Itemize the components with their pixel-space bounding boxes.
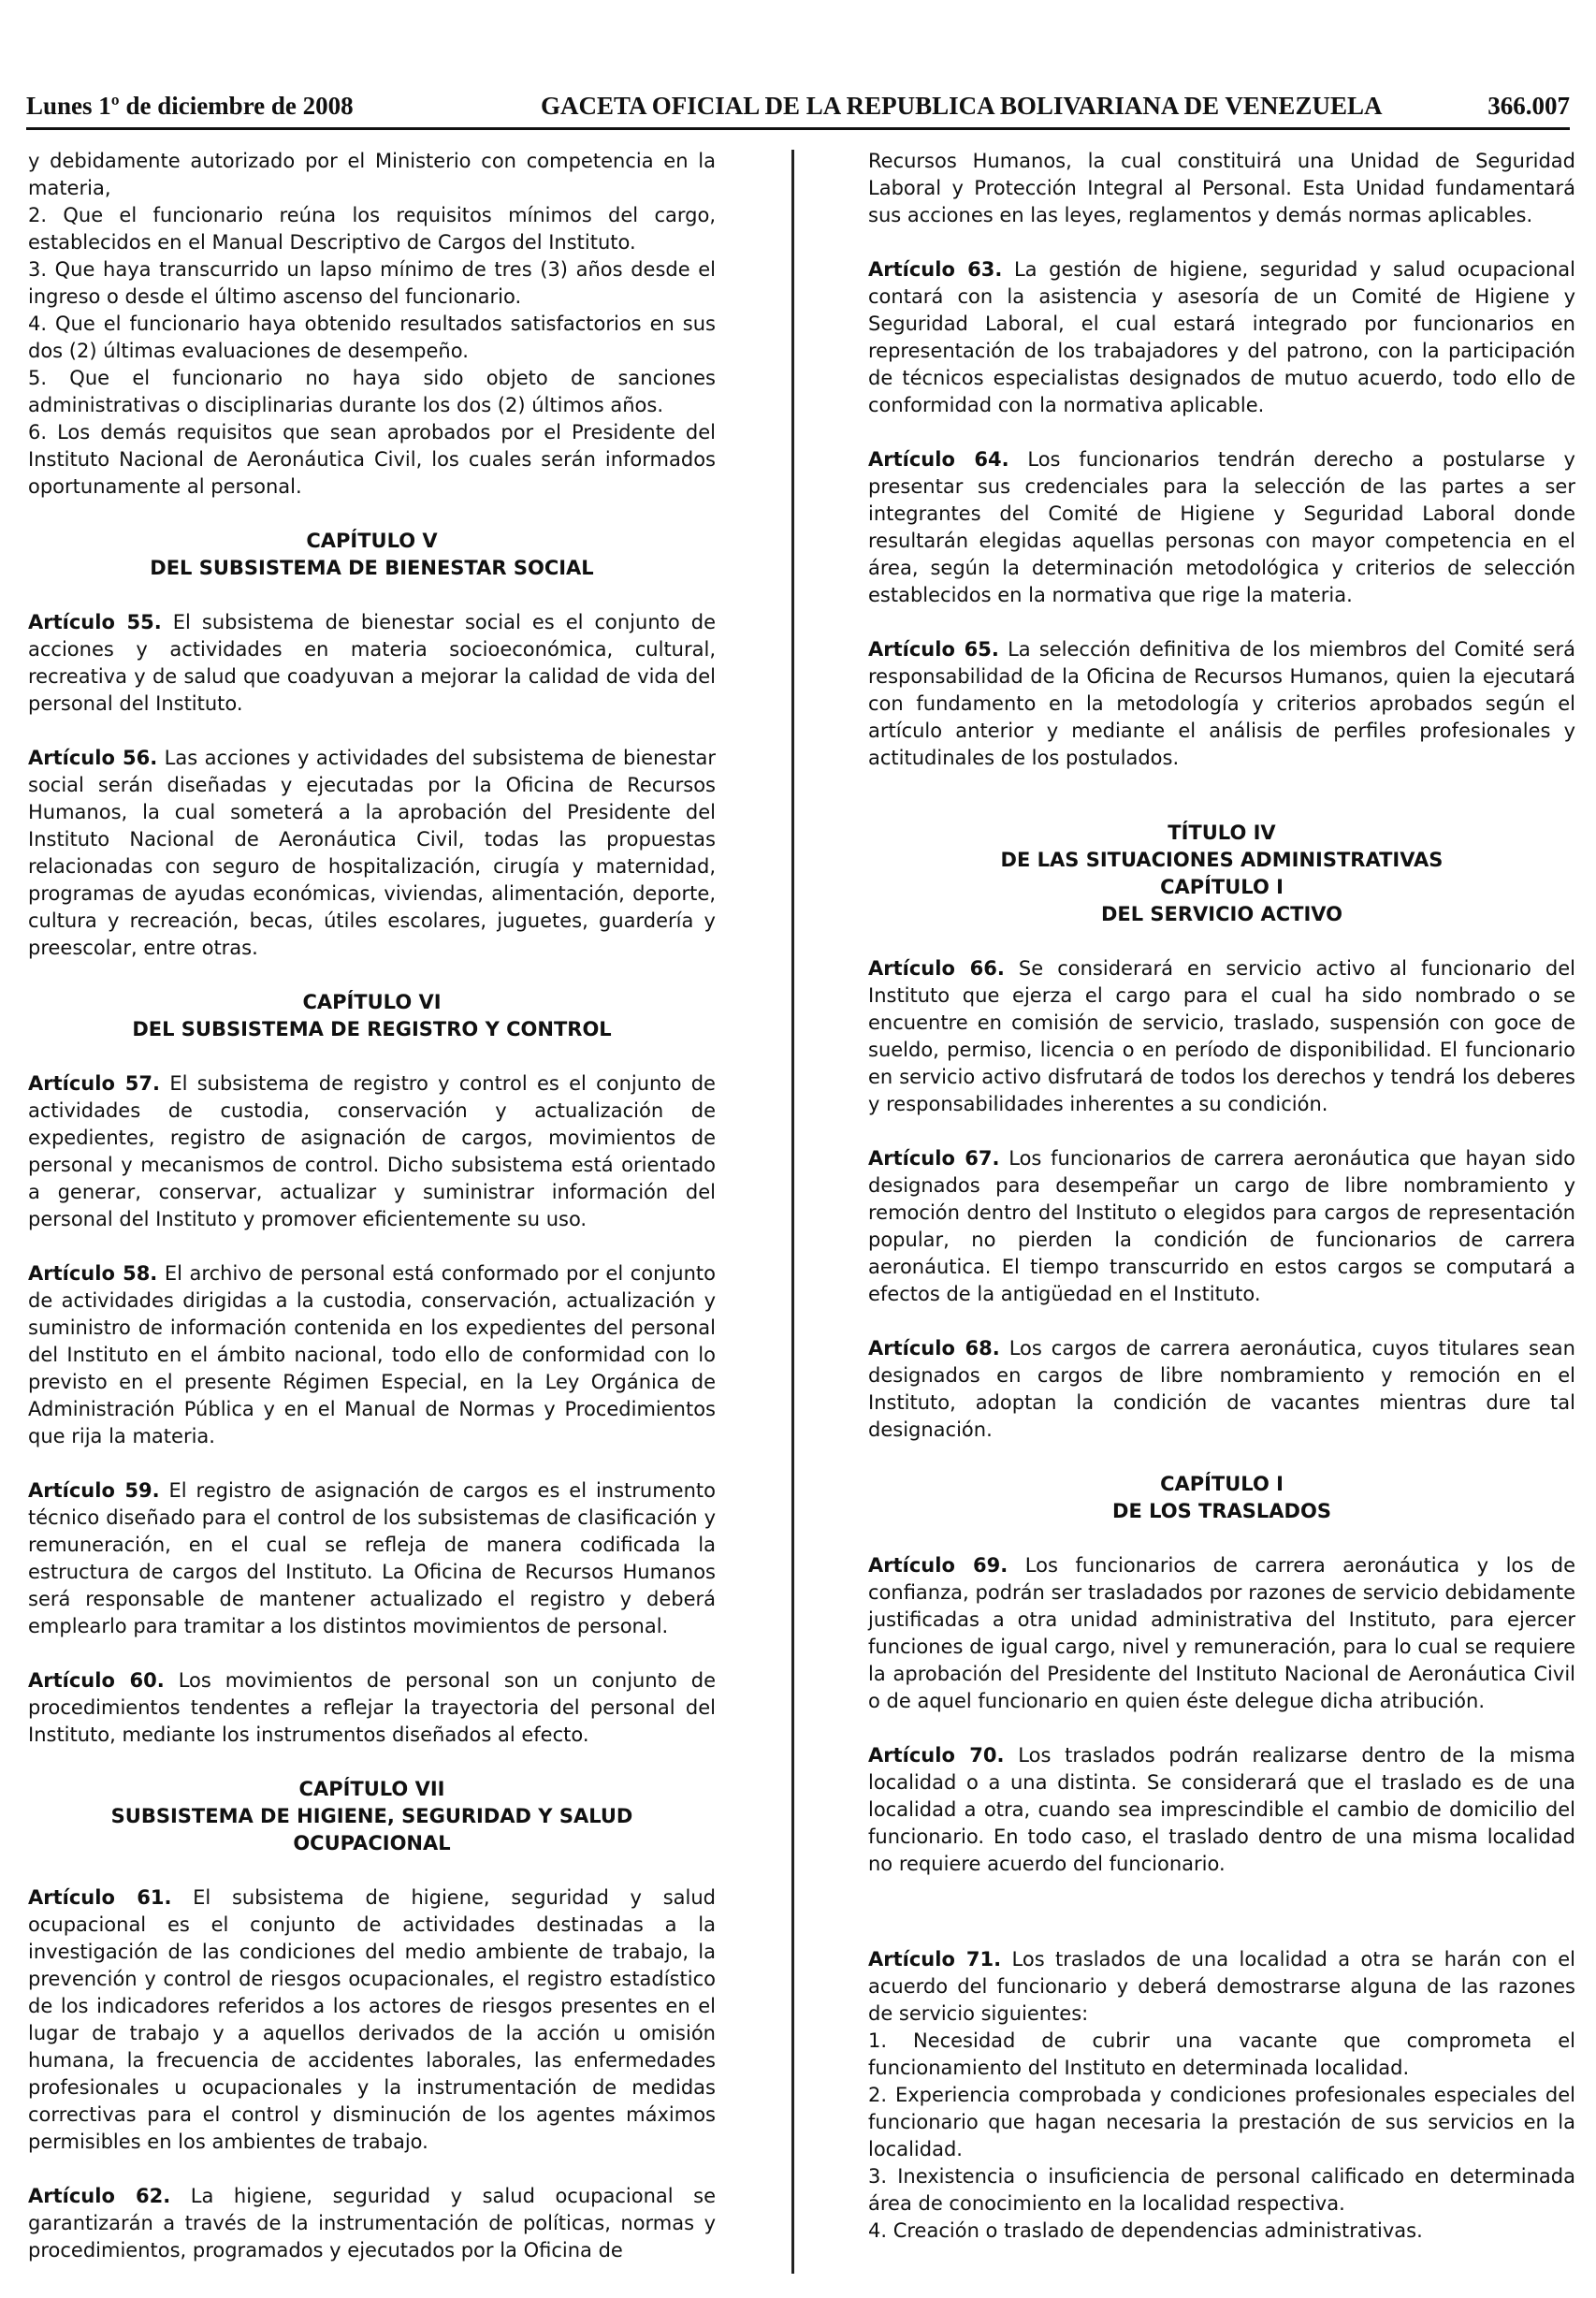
chapter-number: CAPÍTULO VII (298, 1778, 445, 1800)
header-title: GACETA OFICIAL DE LA REPUBLICA BOLIVARIANA DE VENEZUELA (541, 92, 1383, 120)
requirement-item: 3. Que haya transcurrido un lapso mínimo de tres (3) años desde el ingreso o desde el último ascenso del funcionario. (28, 258, 716, 308)
chapter-title: SUBSISTEMA DE HIGIENE, SEGURIDAD Y SALUD (110, 1805, 633, 1827)
chapter-title: DE LOS TRASLADOS (1112, 1500, 1331, 1522)
article-text: El archivo de personal está conformado por el conjunto de actividades dirigidas a la custodia, conservación, actualización y suministro de información contenida en los expedientes del personal del Instituto en el ámbito nacional, todo ello de conformidad con lo previsto en el presente Régimen Especial, en la Ley Orgánica de Administración Pública y en el Manual de Normas y Procedimientos que rija la materia. (28, 1262, 717, 1447)
chapter-title: DEL SERVICIO ACTIVO (1100, 903, 1343, 925)
chapter-number: CAPÍTULO V (306, 530, 438, 552)
article-58 (28, 1260, 716, 1450)
article-text: La gestión de higiene, seguridad y salud ocupacional contará con la asistencia y asesoría de un Comité de Higiene y Seguridad Laboral, el cual estará integrado por funcionarios en representación de los trabajadores y del patrono, con la participación de técnicos especialistas designados de mutuo acuerdo, todo ello de conformidad con la normativa aplicable. (868, 258, 1575, 416)
article-label: Artículo 66. (868, 957, 1005, 980)
reason-item: 2. Experiencia comprobada y condiciones profesionales especiales del funcionario que hagan necesaria la prestación de sus servicios en la localidad. (868, 2084, 1575, 2160)
article-text: El subsistema de higiene, seguridad y salud ocupacional es el conjunto de actividades destinadas a la investigación de las condiciones del medio ambiente de trabajo, la prevención y control de riesgos ocupacionales, el registro estadístico de los indicadores referidos a los actores de riesgos presentes en el lugar de trabajo y a aquellos derivados de la acción u omisión humana, la frecuencia de accidentes laborales, las enfermedades profesionales u ocupacionales y la instrumentación de medidas correctivas para el control y disminución de los agentes máximos permisibles en los ambientes de trabajo. (28, 1886, 716, 2153)
article-label: Artículo 62. (28, 2185, 171, 2207)
left-column (28, 148, 716, 2264)
title-name: DE LAS SITUACIONES ADMINISTRATIVAS (1000, 849, 1444, 871)
header-date: Lunes 1º de diciembre de 2008 (26, 92, 354, 120)
article-label: Artículo 65. (868, 638, 999, 661)
article-60 (28, 1667, 716, 1749)
requirement-item: 5. Que el funcionario no haya sido objeto de sanciones administrativas o disciplinarias durante los dos (2) últimos años. (28, 367, 716, 416)
requirement-item: 4. Que el funcionario haya obtenido resultados satisfactorios en sus dos (2) últimas evaluaciones de desempeño. (28, 313, 716, 362)
chapter-5-heading (28, 528, 716, 582)
article-label: Artículo 67. (868, 1147, 1000, 1170)
article-65 (868, 636, 1575, 772)
article-62 (28, 2183, 716, 2264)
article-64 (868, 446, 1575, 609)
article-label: Artículo 60. (28, 1669, 165, 1692)
column-divider (791, 150, 794, 2274)
article-text: Los funcionarios de carrera aeronáutica y los de confianza, podrán ser trasladados por razones de servicio debidamente justificadas a otra unidad administrativa del Instituto, para ejercer funciones de igual cargo, nivel y remuneración, para lo cual se requiere la aprobación del Presidente del Instituto Nacional de Aeronáutica Civil o de aquel funcionario en quien éste delegue dicha atribución. (868, 1554, 1575, 1712)
article-71 (868, 1946, 1575, 2028)
article-68 (868, 1335, 1575, 1444)
article-text: La higiene, seguridad y salud ocupacional se garantizarán a través de la instrumentación de políticas, normas y procedimientos, programados y ejecutados por la Oficina de (28, 2185, 716, 2262)
article-label: Artículo 55. (28, 611, 162, 633)
chapter-title-cont: OCUPACIONAL (293, 1832, 451, 1854)
article-66 (868, 955, 1575, 1118)
article-label: Artículo 69. (868, 1554, 1008, 1577)
title-number: TÍTULO IV (1168, 822, 1276, 844)
article-text: Los movimientos de personal son un conjunto de procedimientos tendentes a reflejar la trayectoria del personal del Instituto, mediante los instrumentos diseñados al efecto. (28, 1669, 716, 1746)
article-text: El subsistema de registro y control es el conjunto de actividades de custodia, conservación y actualización de expedientes, registro de asignación de cargos, movimientos de personal y mecanismos de control. Dicho subsistema está orientado a generar, conservar, actualizar y suministrar información del personal del Instituto y promover eficientemente su uso. (28, 1072, 716, 1230)
article-label: Artículo 71. (868, 1948, 1002, 1971)
article-text: Los traslados de una localidad a otra se harán con el acuerdo del funcionario y deberá demostrarse alguna de las razones de servicio siguientes: (868, 1948, 1576, 2025)
article-text: Los funcionarios tendrán derecho a postularse y presentar sus credenciales para la selección de las partes a ser integrantes del Comité de Higiene y Seguridad Laboral donde resultarán elegidas aquellas personas con mayor competencia en el área, según la determinación metodológica y criterios de selección establecidos en la normativa que rige la materia. (868, 448, 1575, 606)
chapter-traslados-heading (868, 1471, 1575, 1525)
article-label: Artículo 57. (28, 1072, 161, 1095)
article-55 (28, 609, 716, 718)
chapter-title: DEL SUBSISTEMA DE REGISTRO Y CONTROL (132, 1018, 612, 1040)
chapter-title: DEL SUBSISTEMA DE BIENESTAR SOCIAL (150, 557, 594, 579)
chapter-number: CAPÍTULO I (1160, 876, 1284, 898)
article-text: La selección definitiva de los miembros del Comité será responsabilidad de la Oficina de Recursos Humanos, quien la ejecutará con fundamento en la metodología y criterios aprobados según el artículo anterior y mediante el análisis de perfiles profesionales y actitudinales de los postulados. (868, 638, 1575, 769)
article-text: Los traslados podrán realizarse dentro de la misma localidad o a una distinta. Se considerará que el traslado es de una localidad a otra, cuando sea imprescindible el cambio de domicilio del funcionario. En todo caso, el traslado dentro de una misma localidad no requiere acuerdo del funcionario. (868, 1744, 1575, 1875)
article-label: Artículo 70. (868, 1744, 1005, 1767)
article-57 (28, 1070, 716, 1233)
article-63 (868, 256, 1575, 419)
article-70 (868, 1742, 1575, 1878)
header-page-number: 366.007 (1487, 92, 1570, 120)
article-text: Los funcionarios de carrera aeronáutica que hayan sido designados para desempeñar un cargo de libre nombramiento y remoción dentro del Instituto o elegidos para cargos de representación popular, no pierden la condición de funcionarios de carrera aeronáutica. El tiempo transcurrido en estos cargos se computará a efectos de la antigüedad en el Instituto. (868, 1147, 1575, 1305)
article-label: Artículo 64. (868, 448, 1009, 471)
article-label: Artículo 63. (868, 258, 1003, 281)
article-61 (28, 1884, 716, 2156)
article-label: Artículo 61. (28, 1886, 172, 1909)
chapter-number: CAPÍTULO I (1160, 1473, 1284, 1495)
reason-item: 1. Necesidad de cubrir una vacante que comprometa el funcionamiento del Instituto en determinada localidad. (868, 2029, 1575, 2079)
right-column (868, 148, 1575, 2245)
article-69 (868, 1552, 1575, 1715)
article-67 (868, 1145, 1575, 1308)
reason-item: 3. Inexistencia o insuficiencia de personal calificado en determinada área de conocimiento en la localidad respectiva. (868, 2165, 1575, 2215)
chapter-number: CAPÍTULO VI (302, 991, 442, 1013)
article-text: El subsistema de bienestar social es el conjunto de acciones y actividades en materia socioeconómica, cultural, recreativa y de salud que coadyuvan a mejorar la calidad de vida del personal del Instituto. (28, 611, 716, 715)
article-label: Artículo 59. (28, 1479, 160, 1502)
article-text: Los cargos de carrera aeronáutica, cuyos titulares sean designados en cargos de libre nombramiento y remoción en el Instituto, adoptan la condición de vacantes mientras dure tal designación. (868, 1337, 1575, 1441)
article-label: Artículo 56. (28, 747, 158, 769)
chapter-6-heading (28, 989, 716, 1043)
intro-text: y debidamente autorizado por el Ministerio con competencia en la materia, (28, 150, 716, 199)
article-label: Artículo 68. (868, 1337, 1000, 1360)
requirement-item: 6. Los demás requisitos que sean aprobados por el Presidente del Instituto Nacional de Aeronáutica Civil, los cuales serán informados oportunamente al personal. (28, 421, 716, 498)
article-label: Artículo 58. (28, 1262, 158, 1285)
title-4-heading (868, 820, 1575, 928)
article-62-continued: Recursos Humanos, la cual constituirá una Unidad de Seguridad Laboral y Protección Integral al Personal. Esta Unidad fundamentará sus acciones en las leyes, reglamentos y demás normas aplicables. (868, 150, 1575, 226)
article-text: Se considerará en servicio activo al funcionario del Instituto que ejerza el cargo para el cual ha sido nombrado o se encuentre en comisión de servicio, traslado, suspensión con goce de sueldo, permiso, licencia o en período de disponibilidad. El funcionario en servicio activo disfrutará de todos los derechos y tendrá los deberes y responsabilidades inherentes a su condición. (868, 957, 1575, 1115)
article-56 (28, 745, 716, 962)
page-header (26, 90, 1570, 130)
chapter-7-heading (28, 1776, 716, 1857)
article-text: El registro de asignación de cargos es el instrumento técnico diseñado para el control de los subsistemas de clasificación y remuneración, en el cual se refleja de manera codificada la estructura de cargos del Instituto. La Oficina de Recursos Humanos será responsable de mantener actualizado el registro y deberá emplearlo para tramitar a los distintos movimientos de personal. (28, 1479, 716, 1637)
reason-item: 4. Creación o traslado de dependencias administrativas. (868, 2219, 1423, 2242)
article-text: Las acciones y actividades del subsistema de bienestar social serán diseñadas y ejecutadas por la Oficina de Recursos Humanos, la cual someterá a la aprobación del Presidente del Instituto Nacional de Aeronáutica Civil, todas las propuestas relacionadas con seguro de hospitalización, cirugía y maternidad, programas de ayudas económicas, viviendas, alimentación, deporte, cultura y recreación, becas, útiles escolares, juguetes, guardería y preescolar, entre otras. (28, 747, 716, 959)
article-59 (28, 1477, 716, 1640)
requirement-item: 2. Que el funcionario reúna los requisitos mínimos del cargo, establecidos en el Manual Descriptivo de Cargos del Instituto. (28, 204, 716, 254)
